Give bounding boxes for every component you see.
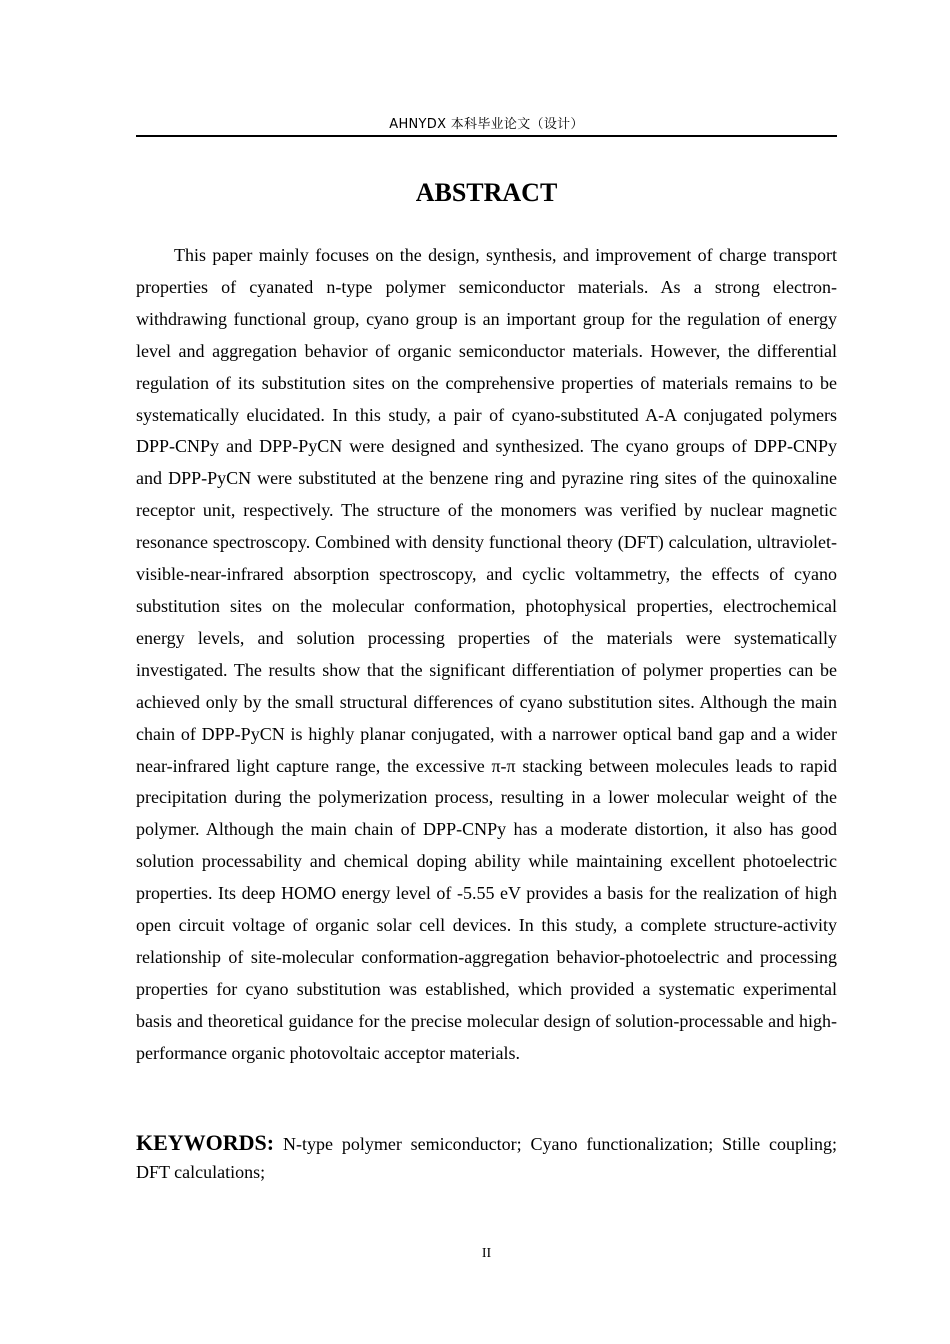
page-title: ABSTRACT xyxy=(415,178,558,207)
keywords-label: KEYWORDS: xyxy=(136,1130,275,1155)
keywords-text: N-type polymer semiconductor; Cyano functionalization; Stille coupling; DFT calculations; xyxy=(136,1134,838,1182)
header-divider xyxy=(136,135,837,137)
page-number: II xyxy=(481,1246,492,1261)
abstract-paragraph: This paper mainly focuses on the design, synthesis, and improvement of charge transport properties of cyanated n-type polymer semiconductor materials. As a strong electron-withdrawing functional group, cyano group is an important group for the regulation of energy level and aggregation behavior of organic semiconductor materials. However, the differential regulation of its substitution sites on the comprehensive properties of materials remains to be systematically elucidated. In this study, a pair of cyano-substituted A-A conjugated polymers DPP-CNPy and DPP-PyCN were designed and synthesized. The cyano groups of DPP-CNPy and DPP-PyCN were substituted at the benzene ring and pyrazine ring sites of the quinoxaline receptor unit, respectively. The structure of the monomers was verified by nuclear magnetic resonance spectroscopy. Combined with density functional theory (DFT) calculation, ultraviolet-visible-near-infrared absorption spectroscopy, and cyclic voltammetry, the effects of cyano substitution sites on the molecular conformation, photophysical properties, electrochemical energy levels, and solution processing properties of the materials were systematically investigated. The results show that the significant differentiation of polymer properties can be achieved only by the small structural differences of cyano substitution sites. Although the main chain of DPP-PyCN is highly planar conjugated, with a narrower optical band gap and a wider near-infrared light capture range, the excessive π-π stacking between molecules leads to rapid precipitation during the polymerization process, resulting in a lower molecular weight of the polymer. Although the main chain of DPP-CNPy has a moderate distortion, it also has good solution processability and chemical doping ability while maintaining excellent photoelectric properties. Its deep HOMO energy level of -5.55 eV provides a basis for the realization of high open circuit voltage of organic solar cell devices. In this study, a complete structure-activity relationship of site-molecular conformation-aggregation behavior-photoelectric and processing properties for cyano substitution was established, which provided a systematic experimental basis and theoretical guidance for the precise molecular design of solution-processable and high-performance organic photovoltaic acceptor materials. xyxy=(136,245,837,1063)
running-header: AHNYDX 本科毕业论文（设计） xyxy=(389,117,584,132)
keywords-line xyxy=(136,1129,837,1186)
